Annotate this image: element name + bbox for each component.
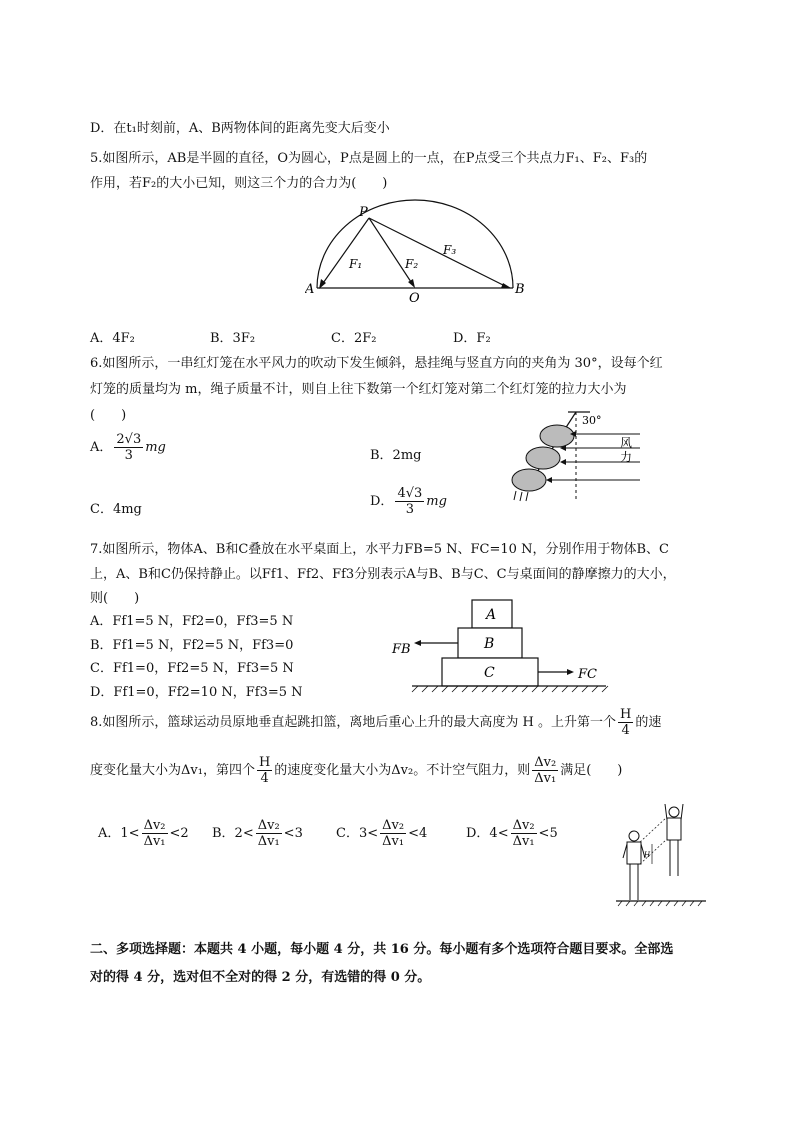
q6-stem-line2: 灯笼的质量均为 m，绳子质量不计，则自上往下数第一个红灯笼对第二个红灯笼的拉力大小为 — [90, 382, 627, 397]
wind-label-1: 风 — [620, 436, 633, 450]
q6-lantern-figure — [500, 404, 645, 504]
wind-label-2: 力 — [620, 450, 633, 464]
q5-option-a: A．4F₂ — [90, 331, 135, 346]
q6-stem-line1: 6.如图所示，一串红灯笼在水平风力的吹动下发生倾斜，悬挂绳与竖直方向的夹角为 30°，设每个红 — [90, 356, 663, 371]
label-block-c: C — [484, 665, 495, 681]
q7-stem-line2: 上，A、B和C仍保持静止。以Ff1、Ff2、Ff3分别表示A与B、B与C、C与桌面间的静摩擦力的大小， — [90, 567, 676, 582]
label-h: H — [644, 851, 651, 859]
q8-option-b: B．2< $\frac{\text{Δv₂}}{\text{Δv₁}}$ <3 — [212, 818, 303, 849]
q5-stem-line2: 作用，若F₂的大小已知，则这三个力的合力为( ) — [90, 176, 388, 191]
force-f2-line — [369, 218, 413, 285]
label-f3: F₃ — [443, 243, 457, 257]
q6-option-d: D． $\frac{4√3}{3}$ mg — [370, 486, 447, 517]
label-f2: F₂ — [405, 257, 419, 271]
force-f3-arrowhead — [501, 283, 511, 288]
player-standing-body — [627, 842, 641, 864]
label-a: A — [305, 282, 315, 297]
q7-option-b: B．Ff1=5 N，Ff2=5 N，Ff3=0 — [90, 638, 294, 653]
q7-option-d: D．Ff1=0，Ff2=10 N，Ff3=5 N — [90, 685, 303, 700]
q8-basketball-figure — [614, 798, 710, 910]
label-fb: FB — [392, 642, 411, 657]
angle-label: 30° — [582, 414, 602, 427]
lantern-3 — [512, 469, 546, 491]
label-b: B — [515, 282, 525, 297]
q5-option-b: B．3F₂ — [210, 331, 256, 346]
q6-option-c: C．4mg — [90, 502, 142, 517]
q8-option-d: D．4< $\frac{\text{Δv₂}}{\text{Δv₁}}$ <5 — [466, 818, 558, 849]
q7-stem-line1: 7.如图所示，物体A、B和C叠放在水平桌面上，水平力FB=5 N、FC=10 N，分别作用于物体B、C — [90, 542, 669, 557]
q7-option-c: C．Ff1=0，Ff2=5 N，Ff3=5 N — [90, 661, 294, 676]
section2-line2: 对的得 4 分，选对但不全对的得 2 分，有选错的得 0 分。 — [90, 970, 431, 985]
label-block-b: B — [484, 636, 495, 652]
label-f1: F₁ — [349, 257, 363, 271]
q7-stem-line3: 则( ) — [90, 591, 140, 606]
q8-stem-line1: 8.如图所示，篮球运动员原地垂直起跳扣篮，离地后重心上升的最大高度为 H 。上升第一个 $\frac{H}{4}$ 的速 — [90, 707, 662, 738]
q5-semicircle-figure — [305, 196, 525, 308]
force-fb-arrowhead — [414, 640, 421, 646]
q6-stem-line3: ( ) — [90, 408, 127, 423]
q8-option-c: C．3< $\frac{\text{Δv₂}}{\text{Δv₁}}$ <4 — [336, 818, 428, 849]
label-fc: FC — [578, 667, 597, 682]
q8-option-a: A．1< $\frac{\text{Δv₂}}{\text{Δv₁}}$ <2 — [98, 818, 189, 849]
q4-option-d: D．在t₁时刻前，A、B两物体间的距离先变大后变小 — [90, 121, 390, 136]
q6-option-a: A． $\frac{2√3}{3}$ mg — [90, 432, 166, 463]
player-standing-head — [629, 831, 639, 841]
section2-line1: 二、多项选择题：本题共 4 小题，每小题 4 分，共 16 分。每小题有多个选项符合题目要求。全部选 — [90, 942, 674, 957]
q5-option-c: C．2F₂ — [331, 331, 377, 346]
force-f2-arrowhead — [408, 279, 415, 288]
q5-stem-line1: 5.如图所示，AB是半圆的直径，O为圆心，P点是圆上的一点，在P点受三个共点力F₁、F₂、F₃的 — [90, 151, 648, 166]
lantern-2 — [526, 447, 560, 469]
q7-option-a: A．Ff1=5 N，Ff2=0，Ff3=5 N — [90, 614, 294, 629]
player-jumping-head — [669, 807, 679, 817]
q5-option-d: D．F₂ — [453, 331, 491, 346]
lantern-1 — [540, 425, 574, 447]
force-f1-line — [321, 218, 369, 286]
q7-blocks-figure — [388, 596, 610, 696]
label-block-a: A — [486, 607, 497, 623]
label-p: P — [359, 205, 368, 220]
q6-option-b: B．2mg — [370, 448, 422, 463]
q8-stem-line2: 度变化量大小为Δv₁，第四个 $\frac{H}{4}$ 的速度变化量大小为Δv₂。不计空气阻力，则 $\frac{\text{Δv₂}}{\text{Δv₁}}$ 满足( ) — [90, 755, 623, 786]
force-fc-arrowhead — [567, 669, 574, 675]
label-o: O — [409, 291, 420, 306]
player-jumping-body — [667, 818, 681, 840]
